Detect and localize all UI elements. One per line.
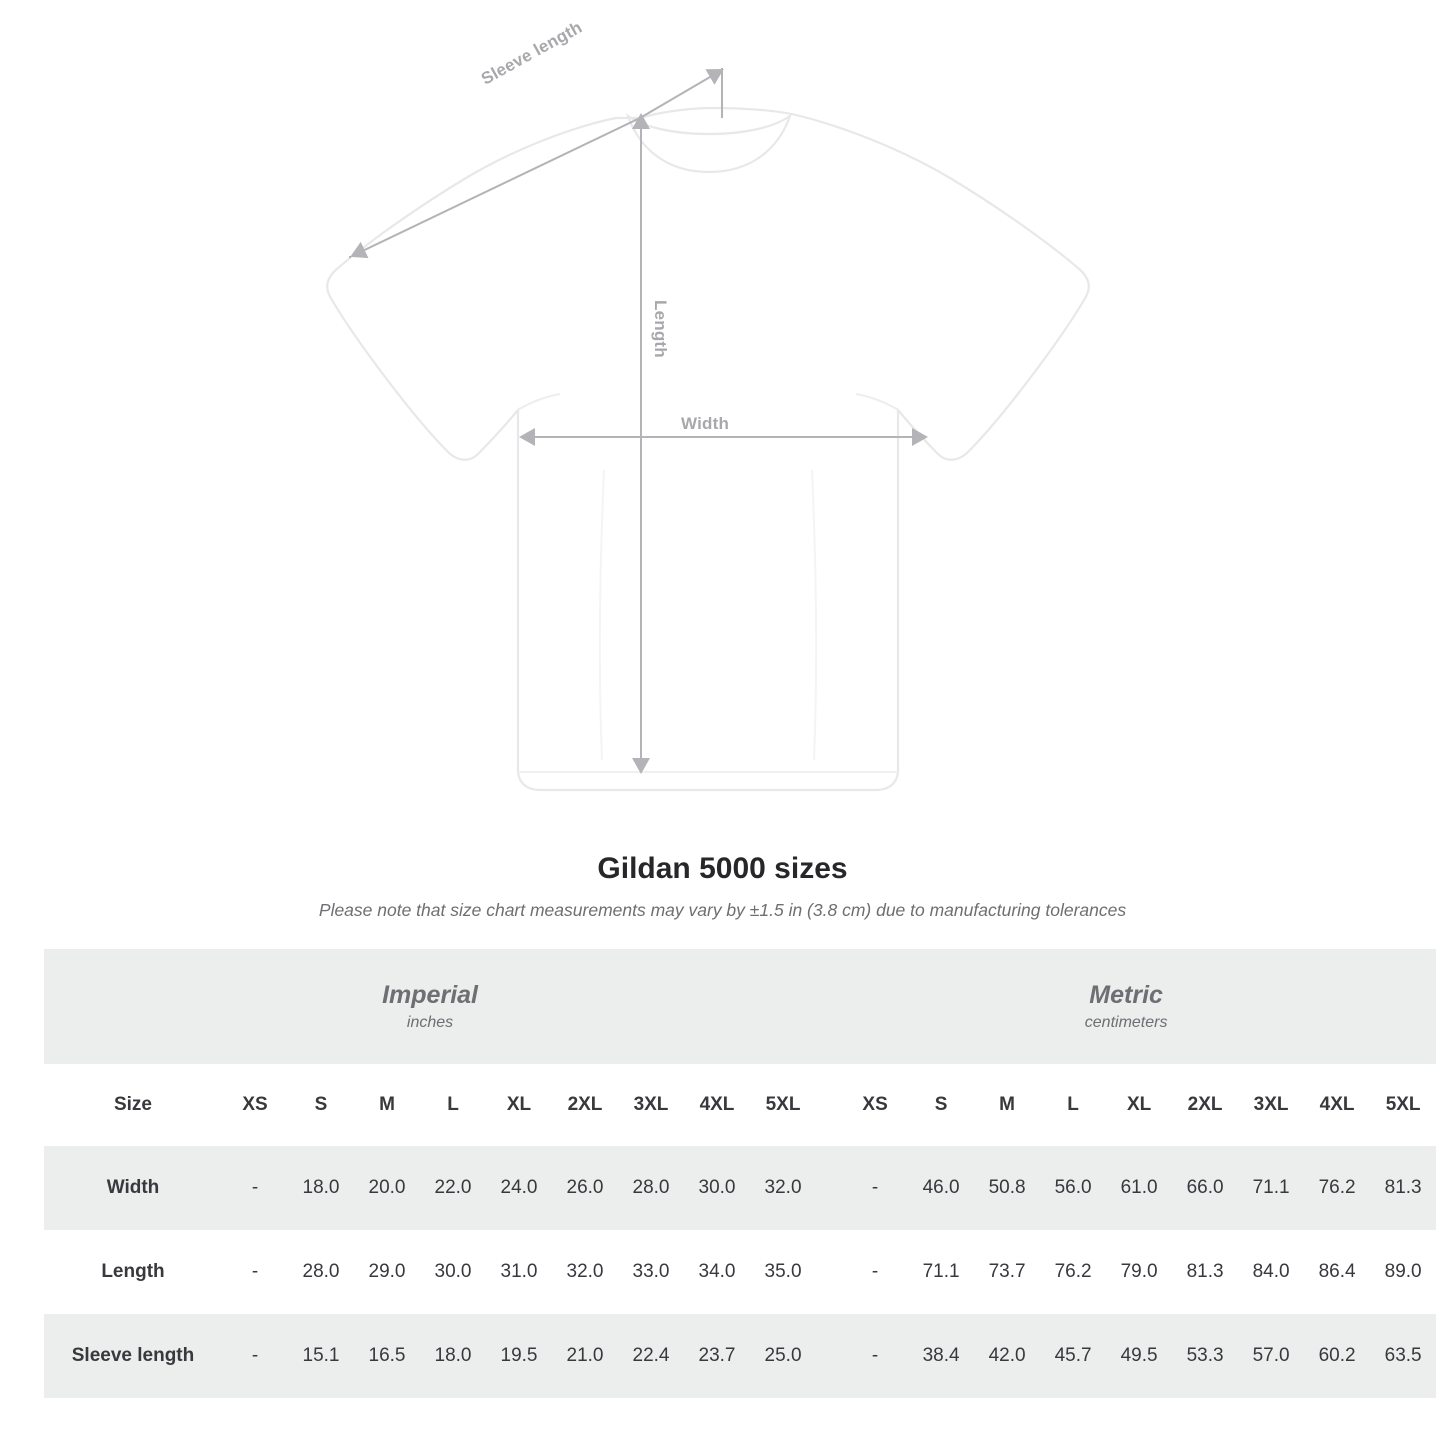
table-row xyxy=(44,1230,1436,1314)
cell-width-imperial-xl: 24.0 xyxy=(486,1146,552,1230)
size-chart-table xyxy=(44,949,1436,1398)
size-header-row xyxy=(44,1064,1436,1146)
cell-sleeve-metric-xl: 49.5 xyxy=(1106,1314,1172,1398)
unit-group-imperial xyxy=(44,949,816,1064)
size-header-imperial-xl: XL xyxy=(486,1064,552,1146)
title-block xyxy=(0,852,1445,921)
cell-width-metric-m: 50.8 xyxy=(974,1146,1040,1230)
cell-length-imperial-5xl: 35.0 xyxy=(750,1230,816,1314)
size-header-imperial-s: S xyxy=(288,1064,354,1146)
cell-sleeve-metric-3xl: 57.0 xyxy=(1238,1314,1304,1398)
cell-width-imperial-s: 18.0 xyxy=(288,1146,354,1230)
cell-length-metric-l: 76.2 xyxy=(1040,1230,1106,1314)
size-header-metric-5xl: 5XL xyxy=(1370,1064,1436,1146)
size-header-label: Size xyxy=(44,1064,222,1146)
cell-width-metric-l: 56.0 xyxy=(1040,1146,1106,1230)
size-header-imperial-xs: XS xyxy=(222,1064,288,1146)
cell-sleeve-imperial-s: 15.1 xyxy=(288,1314,354,1398)
row-label-length: Length xyxy=(44,1230,222,1314)
cell-length-metric-3xl: 84.0 xyxy=(1238,1230,1304,1314)
unit-group-imperial-name: Imperial xyxy=(382,981,478,1010)
page-title: Gildan 5000 sizes xyxy=(597,852,848,885)
cell-sleeve-metric-s: 38.4 xyxy=(908,1314,974,1398)
table-row xyxy=(44,1314,1436,1398)
cell-width-metric-xl: 61.0 xyxy=(1106,1146,1172,1230)
size-header-imperial-l: L xyxy=(420,1064,486,1146)
cell-width-metric-3xl: 71.1 xyxy=(1238,1146,1304,1230)
cell-sleeve-metric-2xl: 53.3 xyxy=(1172,1314,1238,1398)
cell-sleeve-metric-4xl: 60.2 xyxy=(1304,1314,1370,1398)
cell-sleeve-imperial-l: 18.0 xyxy=(420,1314,486,1398)
unit-group-metric-name: Metric xyxy=(1089,981,1163,1010)
size-header-metric-4xl: 4XL xyxy=(1304,1064,1370,1146)
unit-group-imperial-sub: inches xyxy=(406,1013,454,1031)
cell-length-imperial-2xl: 32.0 xyxy=(552,1230,618,1314)
cell-length-metric-xs: - xyxy=(842,1230,908,1314)
size-header-imperial-5xl: 5XL xyxy=(750,1064,816,1146)
size-header-metric-xs: XS xyxy=(842,1064,908,1146)
unit-group-metric xyxy=(816,949,1436,1064)
cell-length-metric-5xl: 89.0 xyxy=(1370,1230,1436,1314)
cell-sleeve-metric-xs: - xyxy=(842,1314,908,1398)
cell-sleeve-imperial-3xl: 22.4 xyxy=(618,1314,684,1398)
column-gap xyxy=(816,1146,842,1230)
cell-sleeve-imperial-m: 16.5 xyxy=(354,1314,420,1398)
width-dimension-label: Width xyxy=(681,414,730,433)
size-header-imperial-m: M xyxy=(354,1064,420,1146)
cell-length-metric-m: 73.7 xyxy=(974,1230,1040,1314)
cell-sleeve-metric-l: 45.7 xyxy=(1040,1314,1106,1398)
size-header-metric-xl: XL xyxy=(1106,1064,1172,1146)
cell-width-metric-2xl: 66.0 xyxy=(1172,1146,1238,1230)
cell-length-imperial-m: 29.0 xyxy=(354,1230,420,1314)
column-gap xyxy=(816,1230,842,1314)
cell-width-metric-5xl: 81.3 xyxy=(1370,1146,1436,1230)
size-header-metric-m: M xyxy=(974,1064,1040,1146)
cell-length-metric-xl: 79.0 xyxy=(1106,1230,1172,1314)
cell-length-imperial-3xl: 33.0 xyxy=(618,1230,684,1314)
size-header-imperial-4xl: 4XL xyxy=(684,1064,750,1146)
cell-width-imperial-l: 22.0 xyxy=(420,1146,486,1230)
cell-width-imperial-3xl: 28.0 xyxy=(618,1146,684,1230)
cell-width-imperial-5xl: 32.0 xyxy=(750,1146,816,1230)
size-header-metric-3xl: 3XL xyxy=(1238,1064,1304,1146)
cell-width-metric-4xl: 76.2 xyxy=(1304,1146,1370,1230)
length-dimension-label: Length xyxy=(651,300,670,358)
cell-width-imperial-4xl: 30.0 xyxy=(684,1146,750,1230)
cell-length-metric-s: 71.1 xyxy=(908,1230,974,1314)
sleeve-length-dimension-label: Sleeve length xyxy=(478,17,586,89)
cell-width-metric-xs: - xyxy=(842,1146,908,1230)
row-label-width: Width xyxy=(44,1146,222,1230)
column-gap xyxy=(816,1064,842,1146)
cell-length-imperial-l: 30.0 xyxy=(420,1230,486,1314)
cell-sleeve-imperial-5xl: 25.0 xyxy=(750,1314,816,1398)
cell-length-imperial-xs: - xyxy=(222,1230,288,1314)
cell-length-imperial-s: 28.0 xyxy=(288,1230,354,1314)
unit-group-metric-sub: centimeters xyxy=(1084,1013,1168,1031)
table-row xyxy=(44,1146,1436,1230)
cell-length-imperial-xl: 31.0 xyxy=(486,1230,552,1314)
cell-sleeve-imperial-2xl: 21.0 xyxy=(552,1314,618,1398)
size-header-metric-s: S xyxy=(908,1064,974,1146)
cell-sleeve-imperial-4xl: 23.7 xyxy=(684,1314,750,1398)
size-header-imperial-2xl: 2XL xyxy=(552,1064,618,1146)
size-table-wrapper xyxy=(44,949,1422,1398)
cell-sleeve-metric-m: 42.0 xyxy=(974,1314,1040,1398)
cell-length-metric-2xl: 81.3 xyxy=(1172,1230,1238,1314)
cell-length-imperial-4xl: 34.0 xyxy=(684,1230,750,1314)
column-gap xyxy=(816,1314,842,1398)
cell-width-imperial-m: 20.0 xyxy=(354,1146,420,1230)
cell-width-metric-s: 46.0 xyxy=(908,1146,974,1230)
cell-width-imperial-xs: - xyxy=(222,1146,288,1230)
cell-sleeve-imperial-xl: 19.5 xyxy=(486,1314,552,1398)
measurement-tolerance-note: Please note that size chart measurements may vary by ±1.5 in (3.8 cm) due to manufacturing tolerances xyxy=(318,900,1127,920)
cell-sleeve-metric-5xl: 63.5 xyxy=(1370,1314,1436,1398)
size-header-imperial-3xl: 3XL xyxy=(618,1064,684,1146)
row-label-sleeve-length: Sleeve length xyxy=(44,1314,222,1398)
size-header-metric-2xl: 2XL xyxy=(1172,1064,1238,1146)
cell-width-imperial-2xl: 26.0 xyxy=(552,1146,618,1230)
size-header-metric-l: L xyxy=(1040,1064,1106,1146)
unit-group-row xyxy=(44,949,1436,1064)
cell-sleeve-imperial-xs: - xyxy=(222,1314,288,1398)
cell-length-metric-4xl: 86.4 xyxy=(1304,1230,1370,1314)
